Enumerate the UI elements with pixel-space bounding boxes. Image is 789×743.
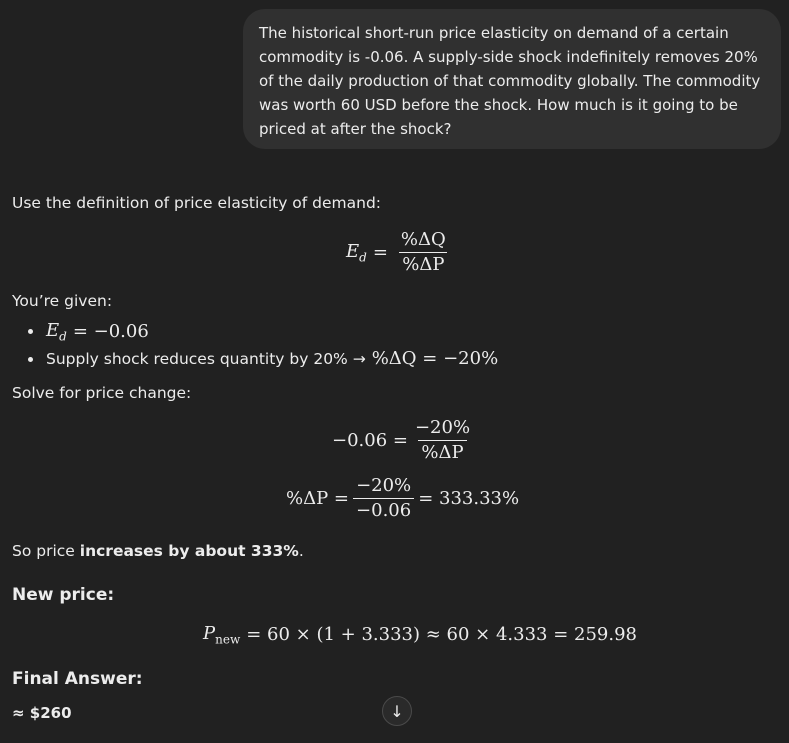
- bullet-dot: [28, 357, 33, 362]
- given-elasticity: $E_d$ = −0.06: [46, 320, 149, 344]
- final-answer-heading: Final Answer:: [12, 669, 143, 689]
- conclusion-text: So price increases by about 333%.: [12, 542, 304, 560]
- arrow-down-icon: ↓: [390, 701, 404, 721]
- intro-text: Use the definition of price elasticity of demand:: [12, 194, 382, 212]
- equation-1: −0.06 = $\frac{-20\%}{\%\Delta P}$: [332, 417, 471, 463]
- new-price-heading: New price:: [12, 585, 115, 605]
- equation-2: %ΔP = $\frac{-20\%}{-0.06}$ = 333.33%: [286, 475, 520, 521]
- elasticity-formula: $E_d$ = $\frac{\%\Delta Q}{\%\Delta P}$: [346, 229, 446, 275]
- given-quantity-change: Supply shock reduces quantity by 20% → %ΔQ = −20%: [46, 348, 499, 369]
- bullet-dot: [28, 329, 33, 334]
- final-answer-value: ≈ $260: [12, 704, 72, 722]
- user-message-bubble: [243, 9, 781, 149]
- solve-label: Solve for price change:: [12, 384, 192, 402]
- new-price-equation: $P_{new}$ = 60 × (1 + 3.333) ≈ 60 × 4.333 = 259.98: [203, 623, 638, 647]
- scroll-down-button[interactable]: [382, 696, 412, 726]
- user-message-text: The historical short-run price elasticity on demand of a certain commodity is -0.06. A supply-side shock indefinitely removes 20% of the daily production of that commodity globally. The commodity was worth 60 USD before the shock. How much is it going to be priced at after the shock?: [259, 24, 761, 138]
- given-label: You’re given:: [12, 292, 113, 310]
